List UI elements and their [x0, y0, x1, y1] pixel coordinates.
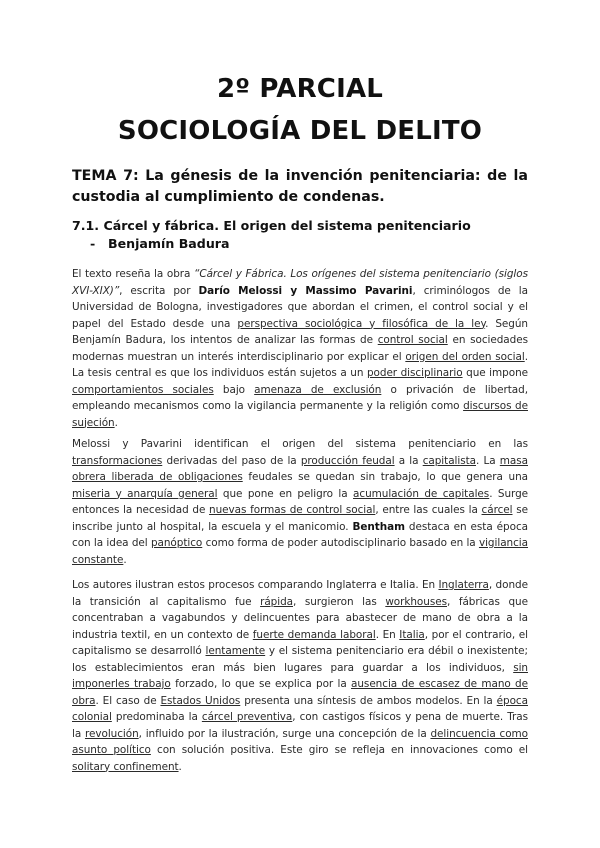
underlined-term: workhouses: [385, 595, 447, 608]
underlined-term: fuerte demanda laboral: [252, 628, 376, 641]
underlined-term: capitalista: [422, 454, 477, 467]
text-span: Melossi y Pavarini identifican el origen del sistema penitenciario en las: [72, 438, 528, 450]
underlined-term: vigilancia constante: [72, 537, 529, 566]
text-span: , entre las cuales la: [375, 504, 482, 516]
text-span: . El caso de: [95, 694, 161, 707]
paragraph-1: [72, 266, 528, 431]
underlined-term: época colonial: [72, 694, 528, 723]
underlined-term: masa obrera liberada de obligaciones: [72, 454, 528, 483]
title-line-2: SOCIOLOGÍA DEL DELITO: [117, 116, 483, 146]
underlined-term: Estados Unidos: [160, 694, 241, 707]
underlined-term: panóptico: [150, 537, 203, 549]
text-span: destaca en esta época con la idea del: [72, 520, 528, 549]
text-span: . Según Benjamín Badura, los intentos de analizar las formas de: [72, 317, 528, 346]
underlined-term: origen del orden social: [405, 350, 525, 363]
text-span: El texto reseña la obra: [72, 268, 194, 280]
authors-name: Darío Melossi y Massimo Pavarini: [198, 284, 413, 297]
text-span: en sociedades modernas muestran un interés interdisciplinario por explicar el: [72, 334, 528, 363]
text-span: , por el contrario, el capitalismo se desarrolló: [72, 628, 528, 657]
text-span: con solución positiva. Este giro se refleja en innovaciones como el: [150, 744, 528, 756]
text-span: , influido por la ilustración, surge una concepción de la: [138, 727, 431, 740]
underlined-term: transformaciones: [72, 454, 163, 467]
text-span: , criminólogos de la Universidad de Bologna, investigadores que abordan el crimen, el control social y el papel del Estado desde una: [72, 284, 529, 330]
underlined-term: control social: [377, 334, 448, 346]
text-span: que impone: [462, 367, 529, 379]
underlined-term: discursos de sujeción: [72, 400, 528, 429]
text-span: derivadas del paso de la: [162, 454, 301, 467]
underlined-term: amenaza de exclusión: [254, 383, 382, 396]
paragraph-2: [72, 436, 528, 568]
text-span: . La: [476, 454, 500, 467]
text-span: . En: [375, 628, 400, 641]
text-span: , con castigos físicos y pena de muerte. Tras la: [72, 711, 528, 740]
underlined-term: Italia: [399, 628, 425, 641]
text-span: , fábricas que concentraban a vagabundos y delincuentes para abastecer de mano de obra a la industria textil, en un contexto de: [72, 595, 528, 641]
text-span: Los autores ilustran estos procesos comparando Inglaterra e Italia. En: [72, 579, 439, 591]
book-title: “Cárcel y Fábrica. Los orígenes del sistema penitenciario (siglos XVI-XIX)”: [72, 268, 528, 297]
underlined-term: lentamente: [205, 645, 266, 657]
topic-heading: TEMA 7: La génesis de la invención penitenciaria: de la custodia al cumplimiento de condenas.: [72, 168, 528, 205]
text-span: , escrita por: [119, 284, 199, 297]
underlined-term: rápida: [260, 595, 294, 608]
text-span: forzado, lo que se explica por la: [170, 678, 352, 690]
text-span: . Surge entonces la necesidad de: [72, 487, 529, 516]
underlined-term: miseria y anarquía general: [72, 487, 218, 500]
text-span: .: [114, 416, 118, 429]
underlined-term: cárcel preventiva: [201, 711, 293, 723]
text-span: como forma de poder autodisciplinario basado en la: [202, 537, 479, 549]
text-span: , donde la transición al capitalismo fue: [72, 579, 528, 608]
underlined-term: nuevas formas de control social: [209, 504, 376, 516]
text-span: . La tesis central es que los individuos están sujetos a un: [72, 350, 528, 379]
underlined-term: comportamientos sociales: [72, 383, 214, 396]
text-span: .: [178, 760, 182, 773]
text-span: .: [123, 553, 127, 566]
underlined-term: perspectiva sociológica y filosófica de la ley: [237, 317, 486, 330]
underlined-term: sin imponerles trabajo: [72, 661, 528, 690]
bullet-dash: -: [90, 236, 96, 251]
underlined-term: Inglaterra: [438, 579, 489, 591]
subsection-author: Benjamín Badura: [108, 236, 230, 251]
section-heading: 7.1. Cárcel y fábrica. El origen del sistema penitenciario: [72, 218, 471, 233]
text-span: a la: [394, 454, 423, 467]
paragraph-3: [72, 577, 528, 775]
text-span: se inscribe junto al hospital, la escuela y el manicomio.: [72, 504, 528, 533]
underlined-term: solitary confinement: [72, 760, 179, 773]
text-span: que pone en peligro la: [217, 487, 354, 500]
title-line-1: 2º PARCIAL: [216, 74, 384, 104]
text-span: predominaba la: [111, 711, 202, 723]
subsection-heading: [90, 236, 230, 251]
underlined-term: producción feudal: [300, 454, 395, 467]
underlined-term: revolución: [84, 727, 139, 740]
underlined-term: cárcel: [481, 504, 513, 516]
text-span: feudales se quedan sin trabajo, lo que genera una: [242, 471, 528, 483]
text-span: , surgieron las: [293, 595, 386, 608]
underlined-term: acumulación de capitales: [353, 487, 490, 500]
bold-name: Bentham: [352, 520, 405, 533]
text-span: presenta una síntesis de ambos modelos. En la: [240, 694, 497, 707]
text-span: y el sistema penitenciario era débil o inexistente; los establecimientos eran más bien lugares para guardar a los individuos,: [72, 645, 528, 674]
text-span: bajo: [213, 383, 255, 396]
underlined-term: delincuencia como asunto político: [72, 727, 528, 756]
text-span: o privación de libertad, empleando mecanismos como la vigilancia permanente y la religión como: [72, 383, 528, 412]
underlined-term: ausencia de escasez de mano de obra: [72, 678, 528, 707]
underlined-term: poder disciplinario: [366, 367, 463, 379]
